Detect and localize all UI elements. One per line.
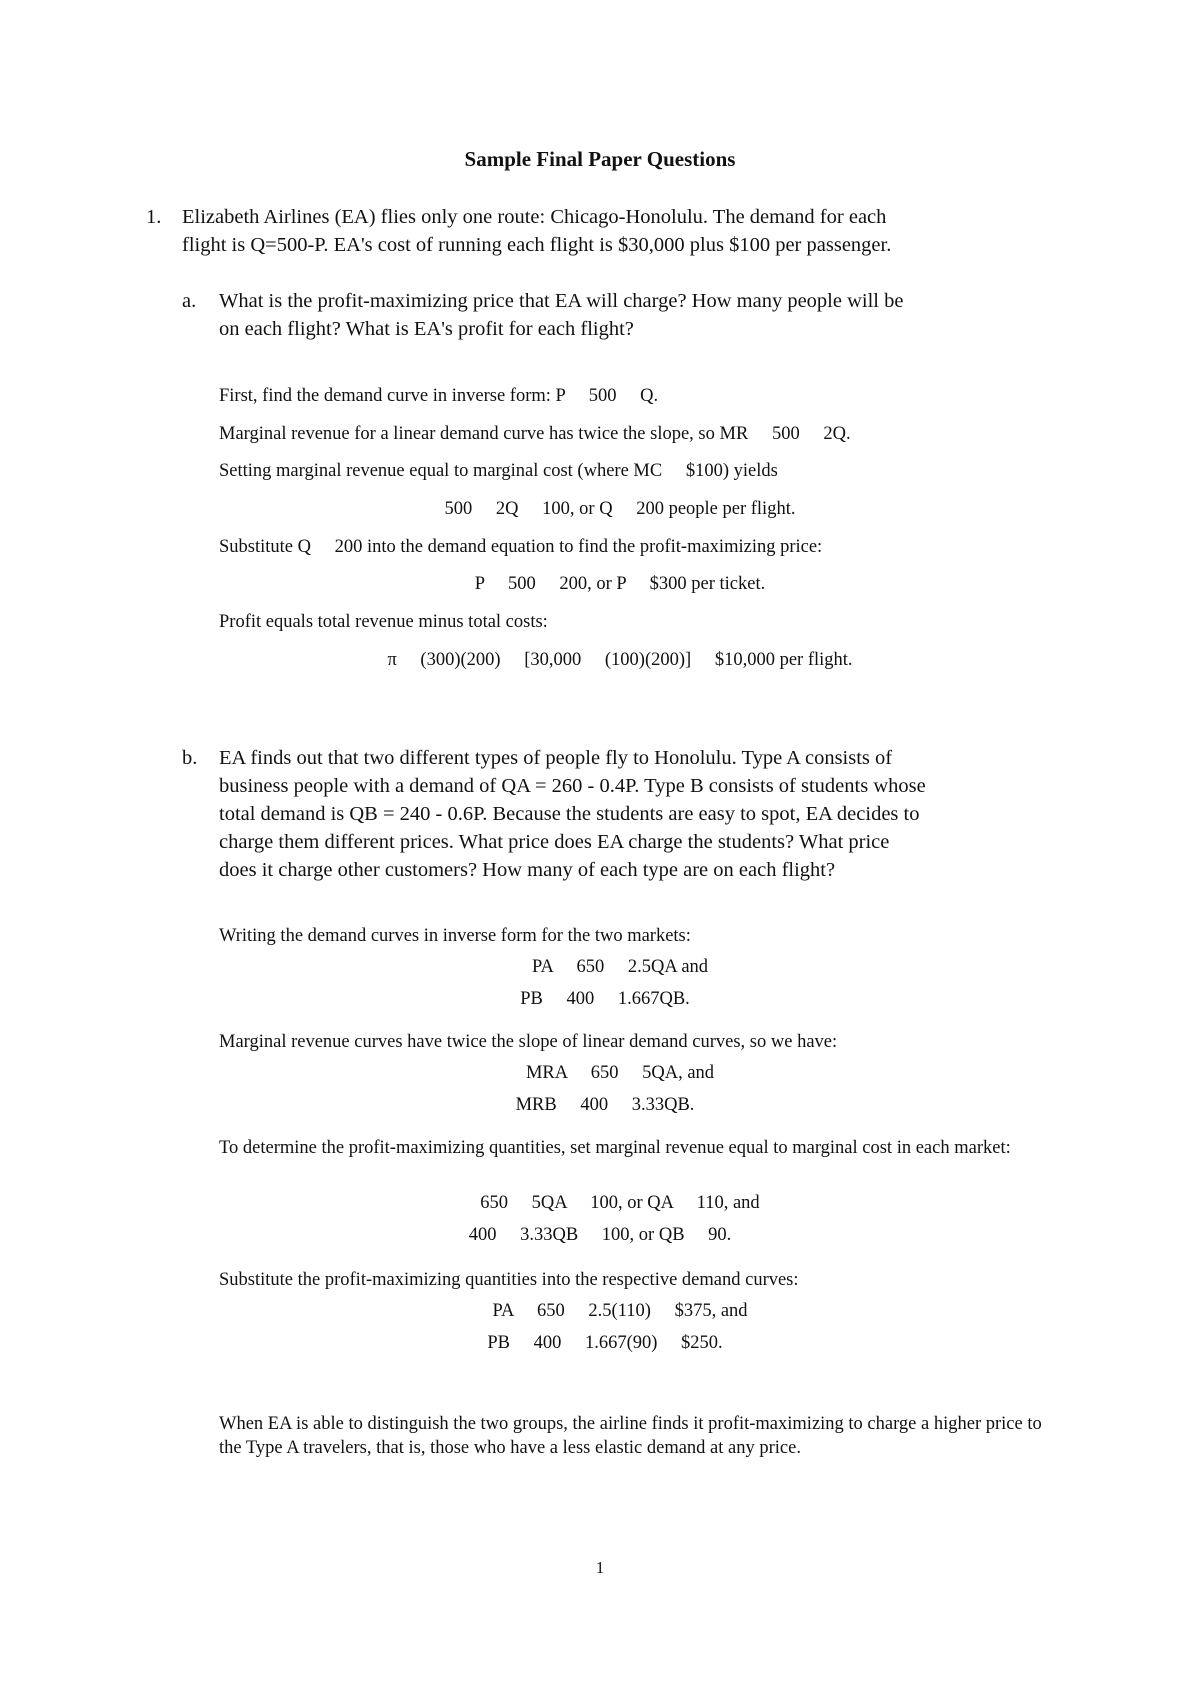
solution-paragraph: To determine the profit-maximizing quantities, set marginal revenue equal to marginal cost in each market:: [219, 1138, 1011, 1158]
solution-line: Marginal revenue curves have twice the slope of linear demand curves, so we have:: [219, 1032, 838, 1052]
part-text-line: does it charge other customers? How many of each type are on each flight?: [219, 859, 836, 881]
equation: 500   2Q   100, or Q   200 people per flight.: [444, 499, 796, 519]
part-letter: b.: [182, 747, 198, 769]
equation: MRA   650   5QA, and: [525, 1063, 715, 1083]
conclusion-paragraph: When EA is able to distinguish the two groups, the airline finds it profit-maximizing to charge a higher price to the Type A travelers, that is, those who have a less elastic demand at any price.: [219, 1414, 1042, 1458]
part-text-line: charge them different prices. What price does EA charge the students? What price: [219, 831, 890, 853]
part-text-line: on each flight? What is EA's profit for each flight?: [219, 318, 634, 340]
equation: 650   5QA   100, or QA   110, and: [480, 1193, 760, 1213]
equation: MRB   400   3.33QB.: [515, 1095, 695, 1115]
solution-line: Marginal revenue for a linear demand curve has twice the slope, so MR   500   2Q.: [219, 424, 851, 444]
equation: 400   3.33QB   100, or QB   90.: [468, 1225, 732, 1245]
solution-line: First, find the demand curve in inverse form: P   500   Q.: [219, 386, 659, 406]
page-number: 1: [595, 1558, 605, 1577]
part-text-line: business people with a demand of QA = 260 - 0.4P. Type B consists of students whose: [219, 775, 926, 797]
equation: PB   400   1.667QB.: [520, 989, 690, 1009]
equation: PA   650   2.5QA and: [531, 957, 709, 977]
solution-line: Substitute Q   200 into the demand equation to find the profit-maximizing price:: [219, 537, 823, 557]
part-text-line: What is the profit-maximizing price that EA will charge? How many people will be: [219, 290, 904, 312]
solution-line: Setting marginal revenue equal to marginal cost (where MC   $100) yields: [219, 461, 778, 481]
part-text-line: EA finds out that two different types of people fly to Honolulu. Type A consists of: [219, 747, 893, 769]
question-text-line: Elizabeth Airlines (EA) flies only one route: Chicago-Honolulu. The demand for each: [182, 206, 887, 228]
solution-line: Profit equals total revenue minus total costs:: [219, 612, 548, 632]
equation: PB   400   1.667(90)   $250.: [487, 1333, 723, 1353]
page-title: Sample Final Paper Questions: [464, 147, 736, 171]
equation: P   500   200, or P   $300 per ticket.: [474, 574, 766, 594]
equation: PA   650   2.5(110)   $375, and: [492, 1301, 748, 1321]
question-text-line: flight is Q=500-P. EA's cost of running each flight is $30,000 plus $100 per passenger.: [182, 234, 892, 256]
solution-line: Writing the demand curves in inverse form for the two markets:: [219, 926, 691, 946]
solution-line: Substitute the profit-maximizing quantities into the respective demand curves:: [219, 1270, 799, 1290]
part-letter: a.: [182, 290, 197, 312]
equation: π   (300)(200)   [30,000   (100)(200)]   $10,000 per flight.: [387, 650, 853, 670]
part-text-line: total demand is QB = 240 - 0.6P. Because the students are easy to spot, EA decides to: [219, 803, 920, 825]
question-number: 1.: [146, 206, 162, 228]
